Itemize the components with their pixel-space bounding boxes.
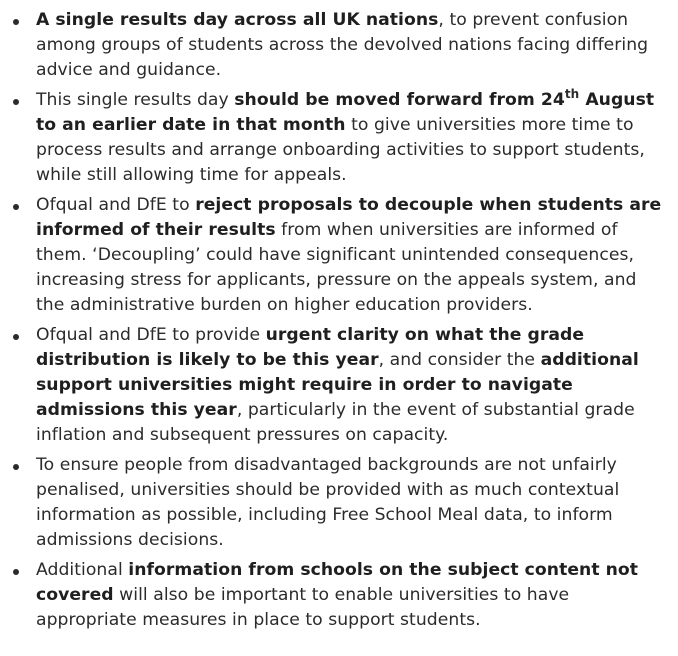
body-text: , to prevent confusion among groups of students across the devolved nations facing differing advice and guidance.: [36, 10, 649, 80]
list-item-reject-decoupling: [0, 193, 678, 318]
body-text: from when universities are informed of them. ‘Decoupling’ could have significant unintended consequences, increasing stress for applicants, pressure on the appeals system, and the administrative burden on higher education providers.: [36, 220, 637, 315]
bold-text: information from schools on the subject content not covered: [36, 560, 639, 605]
body-text: This single results day: [36, 90, 235, 110]
list-item-contextual-information: [0, 453, 678, 553]
bold-text: A single results day across all UK nations: [36, 10, 439, 30]
ordinal-suffix: th: [564, 87, 580, 101]
body-text: Additional: [36, 560, 129, 580]
body-text: will also be important to enable universities to have appropriate measures in place to support students.: [36, 585, 570, 630]
body-text: , and consider the: [378, 350, 541, 370]
list-item-move-results-day: [0, 88, 678, 188]
bold-text: urgent clarity on what the grade distribution is likely to be this year: [36, 325, 585, 370]
body-text: To ensure people from disadvantaged backgrounds are not unfairly penalised, universities should be provided with as much contextual information as possible, including Free School Meal data, to inform admissions decisions.: [36, 455, 620, 550]
bold-text: August to an earlier date in that month: [36, 90, 655, 135]
bold-text: should be moved forward from 24: [234, 90, 565, 110]
bold-text: additional support universities might require in order to navigate admissions this year: [36, 350, 639, 420]
document-body: [0, 8, 678, 638]
body-text: Ofqual and DfE to: [36, 195, 196, 215]
recommendations-list: [0, 8, 678, 633]
body-text: , particularly in the event of substantial grade inflation and subsequent pressures on capacity.: [36, 400, 635, 445]
list-item-single-results-day: [0, 8, 678, 83]
body-text: to give universities more time to process results and arrange onboarding activities to support students, while still allowing time for appeals.: [36, 115, 645, 185]
list-item-grade-clarity: [0, 323, 678, 448]
body-text: Ofqual and DfE to provide: [36, 325, 266, 345]
list-item-school-information: [0, 558, 678, 633]
bold-text: reject proposals to decouple when students are informed of their results: [36, 195, 662, 240]
